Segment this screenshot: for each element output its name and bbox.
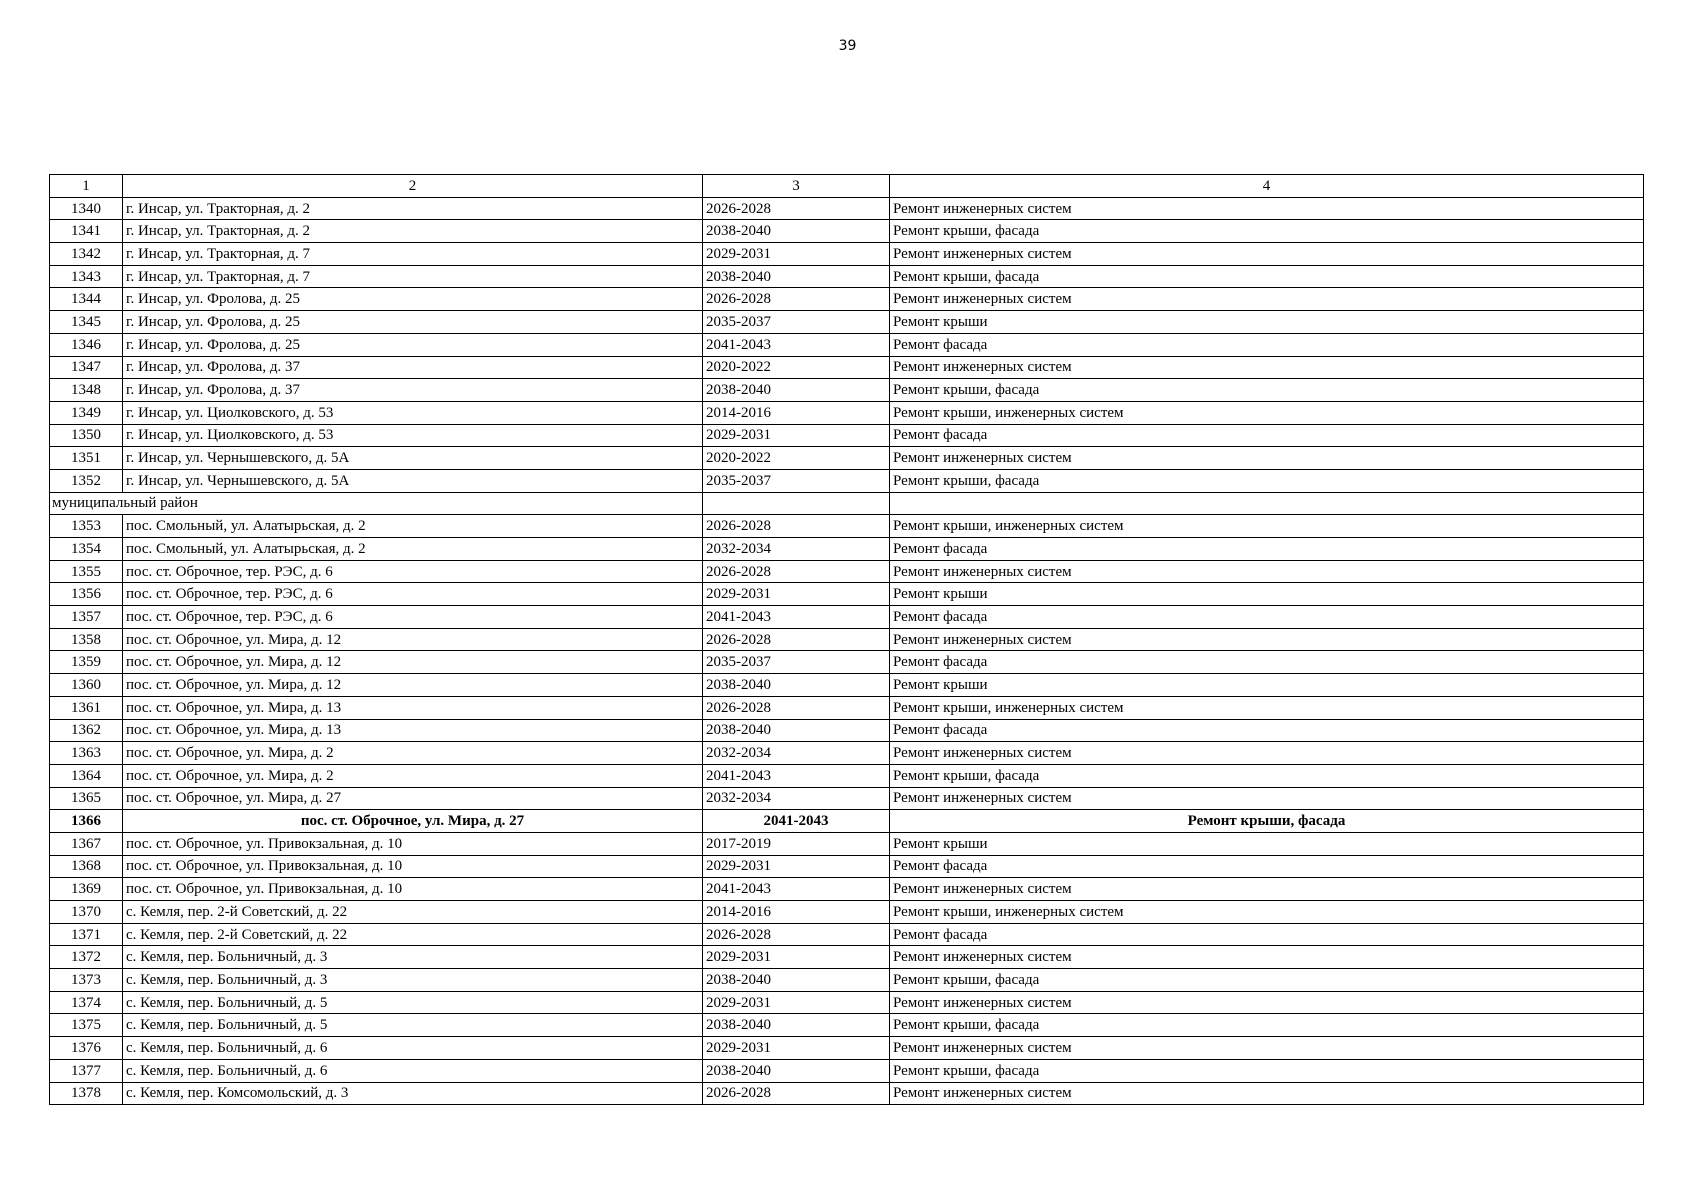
table-row — [50, 878, 1644, 901]
table-row — [50, 606, 1644, 629]
period-cell: 2029-2031 — [703, 243, 890, 266]
row-number-cell: 1372 — [50, 946, 123, 969]
row-number-cell: 1347 — [50, 356, 123, 379]
table-row — [50, 469, 1644, 492]
row-number-cell: 1375 — [50, 1014, 123, 1037]
work-type-cell: Ремонт крыши, фасада — [890, 379, 1644, 402]
address-cell: пос. ст. Оброчное, ул. Мира, д. 2 — [123, 742, 703, 765]
work-type-cell: Ремонт фасада — [890, 923, 1644, 946]
row-number-cell: 1348 — [50, 379, 123, 402]
row-number-cell: 1362 — [50, 719, 123, 742]
address-cell: пос. ст. Оброчное, ул. Мира, д. 12 — [123, 651, 703, 674]
address-cell: с. Кемля, пер. 2-й Советский, д. 22 — [123, 923, 703, 946]
table-row — [50, 696, 1644, 719]
work-type-cell: Ремонт инженерных систем — [890, 742, 1644, 765]
period-cell: 2032-2034 — [703, 787, 890, 810]
table-row — [50, 1014, 1644, 1037]
period-cell: 2029-2031 — [703, 855, 890, 878]
work-type-cell: Ремонт инженерных систем — [890, 243, 1644, 266]
address-cell: г. Инсар, ул. Тракторная, д. 7 — [123, 265, 703, 288]
address-cell: пос. ст. Оброчное, ул. Привокзальная, д. 10 — [123, 855, 703, 878]
work-type-cell: Ремонт инженерных систем — [890, 946, 1644, 969]
period-cell: 2017-2019 — [703, 832, 890, 855]
period-cell: 2038-2040 — [703, 220, 890, 243]
period-cell: 2026-2028 — [703, 197, 890, 220]
row-number-cell: 1364 — [50, 764, 123, 787]
header-cell-1: 1 — [50, 175, 123, 198]
table-header-row — [50, 175, 1644, 198]
work-type-cell: Ремонт крыши, фасада — [890, 810, 1644, 833]
address-cell: с. Кемля, пер. Комсомольский, д. 3 — [123, 1082, 703, 1105]
row-number-cell: 1367 — [50, 832, 123, 855]
work-type-cell: Ремонт фасада — [890, 855, 1644, 878]
work-type-cell: Ремонт инженерных систем — [890, 991, 1644, 1014]
row-number-cell: 1343 — [50, 265, 123, 288]
period-cell: 2038-2040 — [703, 674, 890, 697]
row-number-cell: 1376 — [50, 1037, 123, 1060]
page-number: 39 — [838, 38, 857, 54]
table-row — [50, 1059, 1644, 1082]
work-type-cell: Ремонт инженерных систем — [890, 878, 1644, 901]
work-type-cell: Ремонт крыши, фасада — [890, 220, 1644, 243]
period-cell: 2038-2040 — [703, 719, 890, 742]
work-type-cell: Ремонт крыши, инженерных систем — [890, 401, 1644, 424]
table-row — [50, 946, 1644, 969]
address-cell: пос. ст. Оброчное, ул. Мира, д. 27 — [123, 787, 703, 810]
period-cell: 2038-2040 — [703, 379, 890, 402]
period-cell — [703, 492, 890, 515]
address-cell: пос. ст. Оброчное, ул. Мира, д. 12 — [123, 628, 703, 651]
period-cell: 2029-2031 — [703, 583, 890, 606]
repair-schedule-table — [49, 174, 1644, 1105]
address-cell: г. Инсар, ул. Фролова, д. 25 — [123, 288, 703, 311]
row-number-cell: 1342 — [50, 243, 123, 266]
row-number-cell: 1373 — [50, 969, 123, 992]
work-type-cell: Ремонт инженерных систем — [890, 288, 1644, 311]
period-cell: 2020-2022 — [703, 447, 890, 470]
row-number-cell: 1351 — [50, 447, 123, 470]
period-cell: 2041-2043 — [703, 810, 890, 833]
period-cell: 2038-2040 — [703, 1014, 890, 1037]
work-type-cell: Ремонт инженерных систем — [890, 787, 1644, 810]
row-number-cell: 1345 — [50, 311, 123, 334]
address-cell: пос. ст. Оброчное, тер. РЭС, д. 6 — [123, 560, 703, 583]
row-number-cell: 1359 — [50, 651, 123, 674]
address-cell: пос. Смольный, ул. Алатырьская, д. 2 — [123, 538, 703, 561]
work-type-cell: Ремонт крыши, инженерных систем — [890, 696, 1644, 719]
address-cell: г. Инсар, ул. Циолковского, д. 53 — [123, 401, 703, 424]
table-row — [50, 1082, 1644, 1105]
period-cell: 2041-2043 — [703, 333, 890, 356]
table-row — [50, 832, 1644, 855]
table-row — [50, 1037, 1644, 1060]
work-type-cell: Ремонт инженерных систем — [890, 1037, 1644, 1060]
work-type-cell: Ремонт крыши — [890, 583, 1644, 606]
address-cell: пос. ст. Оброчное, ул. Привокзальная, д. 10 — [123, 878, 703, 901]
work-type-cell: Ремонт крыши — [890, 311, 1644, 334]
table-row — [50, 991, 1644, 1014]
period-cell: 2032-2034 — [703, 742, 890, 765]
address-cell: пос. ст. Оброчное, тер. РЭС, д. 6 — [123, 583, 703, 606]
table-row — [50, 265, 1644, 288]
address-cell: с. Кемля, пер. Больничный, д. 6 — [123, 1037, 703, 1060]
period-cell: 2029-2031 — [703, 946, 890, 969]
work-type-cell: Ремонт крыши, инженерных систем — [890, 901, 1644, 924]
table-row — [50, 379, 1644, 402]
table-row — [50, 787, 1644, 810]
row-number-cell: 1374 — [50, 991, 123, 1014]
table-row — [50, 288, 1644, 311]
table-body — [50, 175, 1644, 1105]
table-row — [50, 401, 1644, 424]
period-cell: 2026-2028 — [703, 923, 890, 946]
table-row — [50, 901, 1644, 924]
work-type-cell: Ремонт крыши — [890, 832, 1644, 855]
work-type-cell: Ремонт инженерных систем — [890, 560, 1644, 583]
address-cell: пос. ст. Оброчное, ул. Мира, д. 13 — [123, 696, 703, 719]
work-type-cell: Ремонт крыши, фасада — [890, 969, 1644, 992]
address-cell: пос. ст. Оброчное, ул. Мира, д. 13 — [123, 719, 703, 742]
work-type-cell: Ремонт инженерных систем — [890, 447, 1644, 470]
address-cell: г. Инсар, ул. Фролова, д. 25 — [123, 333, 703, 356]
period-cell: 2041-2043 — [703, 764, 890, 787]
period-cell: 2038-2040 — [703, 969, 890, 992]
address-cell: г. Инсар, ул. Фролова, д. 25 — [123, 311, 703, 334]
period-cell: 2014-2016 — [703, 901, 890, 924]
period-cell: 2038-2040 — [703, 1059, 890, 1082]
table-row — [50, 742, 1644, 765]
header-cell-4: 4 — [890, 175, 1644, 198]
period-cell: 2029-2031 — [703, 424, 890, 447]
period-cell: 2026-2028 — [703, 1082, 890, 1105]
row-number-cell: 1350 — [50, 424, 123, 447]
table-row — [50, 628, 1644, 651]
work-type-cell: Ремонт инженерных систем — [890, 356, 1644, 379]
period-cell: 2032-2034 — [703, 538, 890, 561]
address-cell: пос. Смольный, ул. Алатырьская, д. 2 — [123, 515, 703, 538]
address-cell: г. Инсар, ул. Чернышевского, д. 5А — [123, 447, 703, 470]
row-number-cell: 1377 — [50, 1059, 123, 1082]
work-type-cell: Ремонт крыши, фасада — [890, 1014, 1644, 1037]
table-row — [50, 356, 1644, 379]
period-cell: 2020-2022 — [703, 356, 890, 379]
table-row — [50, 583, 1644, 606]
address-cell: с. Кемля, пер. 2-й Советский, д. 22 — [123, 901, 703, 924]
work-type-cell: Ремонт фасада — [890, 538, 1644, 561]
table-row — [50, 333, 1644, 356]
address-cell: г. Инсар, ул. Тракторная, д. 7 — [123, 243, 703, 266]
address-cell: г. Инсар, ул. Циолковского, д. 53 — [123, 424, 703, 447]
address-cell: с. Кемля, пер. Больничный, д. 3 — [123, 969, 703, 992]
row-number-cell: 1346 — [50, 333, 123, 356]
period-cell: 2035-2037 — [703, 311, 890, 334]
address-cell: пос. ст. Оброчное, ул. Мира, д. 27 — [123, 810, 703, 833]
work-type-cell: Ремонт крыши, фасада — [890, 764, 1644, 787]
row-number-cell: 1368 — [50, 855, 123, 878]
row-number-cell: 1340 — [50, 197, 123, 220]
row-number-cell: 1360 — [50, 674, 123, 697]
row-number-cell: 1349 — [50, 401, 123, 424]
table-row — [50, 447, 1644, 470]
row-number-cell: 1370 — [50, 901, 123, 924]
table-row — [50, 311, 1644, 334]
period-cell: 2029-2031 — [703, 991, 890, 1014]
work-type-cell — [890, 492, 1644, 515]
work-type-cell: Ремонт крыши, инженерных систем — [890, 515, 1644, 538]
period-cell: 2026-2028 — [703, 515, 890, 538]
table-row — [50, 719, 1644, 742]
work-type-cell: Ремонт крыши, фасада — [890, 265, 1644, 288]
table-row — [50, 197, 1644, 220]
row-number-cell: 1344 — [50, 288, 123, 311]
address-cell: г. Инсар, ул. Фролова, д. 37 — [123, 379, 703, 402]
period-cell: 2038-2040 — [703, 265, 890, 288]
address-cell: с. Кемля, пер. Больничный, д. 6 — [123, 1059, 703, 1082]
header-cell-2: 2 — [123, 175, 703, 198]
address-cell: г. Инсар, ул. Фролова, д. 37 — [123, 356, 703, 379]
row-number-cell: 1357 — [50, 606, 123, 629]
section-row — [50, 492, 1644, 515]
row-number-cell: 1366 — [50, 810, 123, 833]
row-number-cell: 1365 — [50, 787, 123, 810]
row-number-cell: 1353 — [50, 515, 123, 538]
row-number-cell: 1363 — [50, 742, 123, 765]
row-number-cell: 1341 — [50, 220, 123, 243]
address-cell: с. Кемля, пер. Больничный, д. 3 — [123, 946, 703, 969]
address-cell: г. Инсар, ул. Тракторная, д. 2 — [123, 220, 703, 243]
row-number-cell: 1352 — [50, 469, 123, 492]
work-type-cell: Ремонт фасада — [890, 333, 1644, 356]
row-number-cell: 1354 — [50, 538, 123, 561]
address-cell: с. Кемля, пер. Больничный, д. 5 — [123, 991, 703, 1014]
period-cell: 2026-2028 — [703, 628, 890, 651]
section-label-cell: муниципальный район — [50, 492, 703, 515]
work-type-cell: Ремонт фасада — [890, 424, 1644, 447]
row-number-cell: 1355 — [50, 560, 123, 583]
period-cell: 2041-2043 — [703, 606, 890, 629]
table-row — [50, 424, 1644, 447]
period-cell: 2029-2031 — [703, 1037, 890, 1060]
address-cell: г. Инсар, ул. Чернышевского, д. 5А — [123, 469, 703, 492]
table-row — [50, 810, 1644, 833]
work-type-cell: Ремонт инженерных систем — [890, 628, 1644, 651]
work-type-cell: Ремонт инженерных систем — [890, 1082, 1644, 1105]
work-type-cell: Ремонт крыши — [890, 674, 1644, 697]
address-cell: пос. ст. Оброчное, ул. Мира, д. 12 — [123, 674, 703, 697]
table-row — [50, 220, 1644, 243]
row-number-cell: 1356 — [50, 583, 123, 606]
period-cell: 2014-2016 — [703, 401, 890, 424]
address-cell: пос. ст. Оброчное, ул. Привокзальная, д. 10 — [123, 832, 703, 855]
period-cell: 2026-2028 — [703, 696, 890, 719]
period-cell: 2026-2028 — [703, 560, 890, 583]
address-cell: пос. ст. Оброчное, тер. РЭС, д. 6 — [123, 606, 703, 629]
table-row — [50, 969, 1644, 992]
row-number-cell: 1358 — [50, 628, 123, 651]
address-cell: пос. ст. Оброчное, ул. Мира, д. 2 — [123, 764, 703, 787]
work-type-cell: Ремонт инженерных систем — [890, 197, 1644, 220]
row-number-cell: 1369 — [50, 878, 123, 901]
period-cell: 2041-2043 — [703, 878, 890, 901]
work-type-cell: Ремонт фасада — [890, 719, 1644, 742]
table-row — [50, 243, 1644, 266]
address-cell: с. Кемля, пер. Больничный, д. 5 — [123, 1014, 703, 1037]
table-row — [50, 923, 1644, 946]
table-row — [50, 538, 1644, 561]
table-row — [50, 855, 1644, 878]
table-row — [50, 651, 1644, 674]
row-number-cell: 1361 — [50, 696, 123, 719]
table-row — [50, 764, 1644, 787]
period-cell: 2035-2037 — [703, 651, 890, 674]
period-cell: 2035-2037 — [703, 469, 890, 492]
work-type-cell: Ремонт фасада — [890, 651, 1644, 674]
header-cell-3: 3 — [703, 175, 890, 198]
period-cell: 2026-2028 — [703, 288, 890, 311]
row-number-cell: 1378 — [50, 1082, 123, 1105]
work-type-cell: Ремонт фасада — [890, 606, 1644, 629]
table-row — [50, 515, 1644, 538]
table-row — [50, 674, 1644, 697]
address-cell: г. Инсар, ул. Тракторная, д. 2 — [123, 197, 703, 220]
work-type-cell: Ремонт крыши, фасада — [890, 469, 1644, 492]
table-row — [50, 560, 1644, 583]
row-number-cell: 1371 — [50, 923, 123, 946]
work-type-cell: Ремонт крыши, фасада — [890, 1059, 1644, 1082]
